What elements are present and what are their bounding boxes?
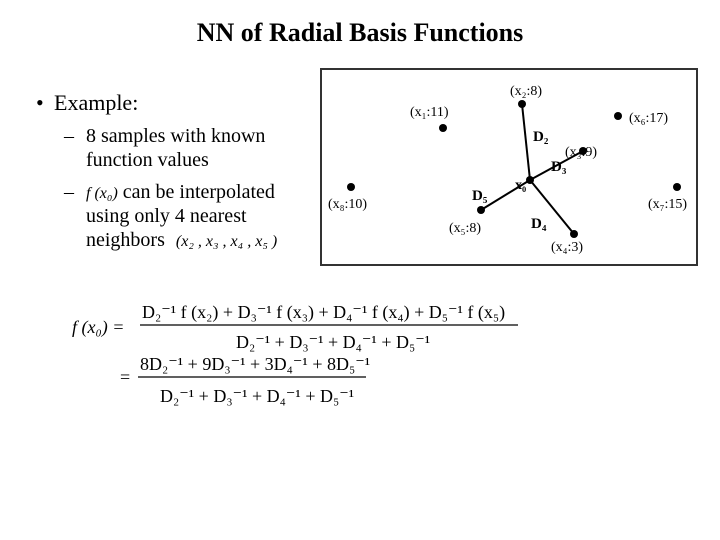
point-x4 — [570, 230, 578, 238]
label-x0: x₀ — [515, 178, 527, 193]
formula-numerator-2: 8D₂⁻¹ + 9D₃⁻¹ + 3D₄⁻¹ + 8D₅⁻¹ — [140, 354, 371, 374]
point-x5 — [477, 206, 485, 214]
formula-denominator-1: D₂⁻¹ + D₃⁻¹ + D₄⁻¹ + D₅⁻¹ — [236, 332, 431, 352]
label-x4: (x₄:3) — [551, 240, 584, 255]
sub-bullet-samples — [64, 124, 314, 174]
sub2-line3-text: neighbors — [86, 229, 165, 251]
point-x2 — [518, 100, 526, 108]
sub2-line1-text: can be interpolated — [122, 181, 275, 203]
point-x8 — [347, 183, 355, 191]
bullet-text: Example: — [54, 90, 139, 115]
point-x1 — [439, 124, 447, 132]
neighbors-tuple: (x₂ , x₃ , x₄ , x₅ ) — [175, 233, 278, 250]
point-x6 — [614, 112, 622, 120]
formula-lhs: f (x₀) = — [72, 317, 125, 337]
f-x0-inline: f (x₀) — [86, 185, 118, 202]
dash: – — [64, 181, 74, 203]
label-d2: D₂ — [533, 129, 549, 145]
edge-d2 — [522, 104, 530, 180]
label-x6: (x₆:17) — [629, 111, 669, 126]
label-d3: D₃ — [551, 159, 567, 175]
label-x7: (x₇:15) — [648, 197, 688, 212]
point-x0 — [526, 176, 534, 184]
formula-numerator-1: D₂⁻¹ f (x₂) + D₃⁻¹ f (x₃) + D₄⁻¹ f (x₄) + D₅⁻¹ f (x₅) — [142, 302, 506, 322]
slide-title: NN of Radial Basis Functions — [196, 18, 524, 47]
rbf-diagram — [320, 68, 698, 266]
label-d4: D₄ — [531, 216, 547, 232]
bullet-example — [36, 90, 138, 116]
label-x5: (x₅:8) — [449, 221, 482, 236]
point-x7 — [673, 183, 681, 191]
label-x1: (x₁:11) — [410, 105, 449, 120]
dash: – — [64, 125, 74, 147]
sub2-line2: using only 4 nearest — [86, 205, 247, 227]
sub-bullet-interpolation — [64, 180, 314, 260]
formula-svg — [68, 292, 538, 422]
label-x3: (x₃:9) — [565, 145, 598, 160]
interpolation-formula — [68, 292, 538, 422]
bullet-symbol: • — [36, 90, 44, 115]
label-d5: D₅ — [472, 188, 488, 204]
sub1-line1: 8 samples with known — [86, 125, 266, 147]
sub1-line2: function values — [86, 149, 209, 171]
formula-denominator-2: D₂⁻¹ + D₃⁻¹ + D₄⁻¹ + D₅⁻¹ — [160, 386, 355, 406]
formula-equals-2: = — [120, 367, 131, 387]
label-x8: (x₈:10) — [328, 197, 368, 212]
diagram-svg — [322, 70, 696, 264]
label-x2: (x₂:8) — [510, 84, 543, 99]
